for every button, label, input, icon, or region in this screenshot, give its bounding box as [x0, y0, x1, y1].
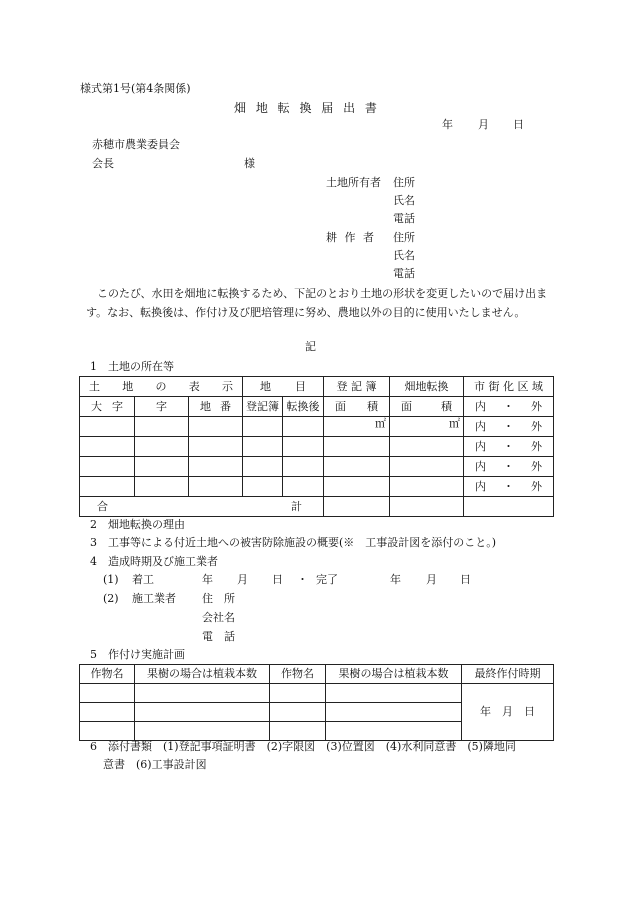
header-registry: 登 記 簿 [324, 377, 390, 397]
header-conversion: 畑地転換 [390, 377, 464, 397]
table-row [80, 417, 554, 437]
document-title: 畑 地 転 換 届 出 書 [234, 101, 380, 115]
complete-label: 完了 [316, 573, 338, 586]
inout-cell: 内 ・ 外 [464, 457, 554, 477]
date-month: 月 [478, 118, 489, 131]
crop-name-header: 作物名 [270, 665, 326, 684]
form-number: 様式第1号(第4条関係) [80, 82, 191, 95]
tree-count-header: 果樹の場合は植栽本数 [326, 665, 462, 684]
header-registry-col: 登記簿 [243, 397, 283, 417]
planting-header [80, 665, 554, 684]
inout-cell: 内 ・ 外 [464, 437, 554, 457]
inout-cell: 内 ・ 外 [464, 417, 554, 437]
cultivator-label: 耕 作 者 [326, 231, 376, 244]
owner-phone-label: 電話 [393, 212, 415, 225]
ki-heading: 記 [305, 340, 316, 353]
header-after-conversion: 転換後 [283, 397, 324, 417]
header-aza: 字 [135, 397, 189, 417]
crop-name-header: 作物名 [80, 665, 135, 684]
start-label: 着工 [132, 573, 154, 586]
section2-title: 2 畑地転換の理由 [90, 518, 185, 531]
section6-line1: 6 添付書類 (1)登記事項証明書 (2)字限図 (3)位置図 (4)水利同意書 (5)隣地同 [90, 740, 516, 753]
body-paragraph: このたび、水田を畑地に転換するため、下記のとおり土地の形状を変更したいので届け出ます。なお、転換後は、作付け及び肥培管理に努め、農地以外の目的に使用いたしません。 [86, 287, 548, 319]
table-row [80, 684, 554, 703]
section6-line2: 意書 (6)工事設計図 [103, 758, 207, 771]
area-unit: ㎡ [390, 417, 464, 437]
total-row [80, 497, 554, 517]
land-table-header-1 [80, 377, 554, 397]
contractor-label: 施工業者 [132, 592, 176, 605]
cultivator-phone-label: 電話 [393, 267, 415, 280]
table-row [80, 437, 554, 457]
header-inout: 内 ・ 外 [464, 397, 554, 417]
header-land-display: 土 地 の 表 示 [80, 377, 243, 397]
final-planting-date: 年 月 日 [462, 684, 554, 741]
inout-cell: 内 ・ 外 [464, 477, 554, 497]
owner-address-label: 住所 [393, 176, 415, 189]
addressee-org: 赤穂市農業委員会 [92, 138, 180, 151]
section4-title: 4 造成時期及び施工業者 [90, 555, 218, 568]
cultivator-name-label: 氏名 [393, 249, 415, 262]
header-oaza: 大 字 [80, 397, 135, 417]
table-row [80, 457, 554, 477]
addressee-honorific: 様 [244, 157, 255, 170]
section3-title: 3 工事等による付近土地への被害防除施設の概要(※ 工事設計図を添付のこと。) [90, 536, 497, 549]
section5-title: 5 作付け実施計画 [90, 648, 185, 661]
header-chimoku: 地 目 [243, 377, 324, 397]
date-year: 年 [442, 118, 453, 131]
tree-count-header: 果樹の場合は植栽本数 [135, 665, 270, 684]
cultivator-address-label: 住所 [393, 231, 415, 244]
section1-title: 1 土地の所在等 [90, 360, 174, 373]
owner-label: 土地所有者 [326, 176, 381, 189]
header-urban-area: 市 街 化 区 域 [464, 377, 554, 397]
final-planting-header: 最終作付時期 [462, 665, 554, 684]
owner-name-label: 氏名 [393, 194, 415, 207]
header-chiban: 地 番 [189, 397, 243, 417]
header-area-conversion: 面 積 [390, 397, 464, 417]
addressee-role: 会長 [92, 157, 114, 170]
planting-table [79, 664, 554, 741]
land-table-header-2 [80, 397, 554, 417]
total-label: 合 計 [80, 497, 324, 517]
area-unit: ㎡ [324, 417, 390, 437]
table-row [80, 477, 554, 497]
date-day: 日 [513, 118, 524, 131]
land-table [79, 376, 554, 517]
header-area-registry: 面 積 [324, 397, 390, 417]
